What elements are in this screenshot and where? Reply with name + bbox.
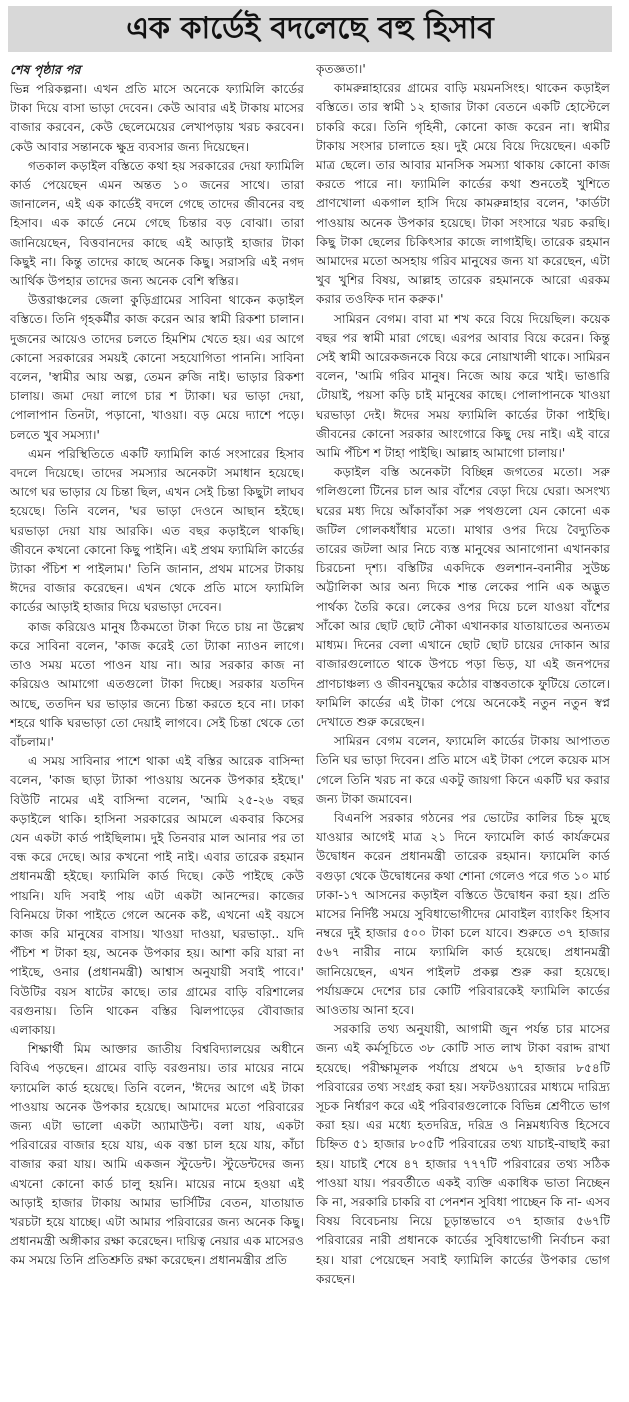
paragraph: গতকাল কড়াইল বস্তিতে কথা হয় সরকারের দেয়া ফ্যামিলি কার্ড পেয়েছেন এমন অন্তত ১০ জনের সাথে। তারা জানালেন, এই এক কার্ডেই বদলে গেছে তাদের জীবনের বহু হিসাব। এক কার্ডে নেমে গেছে চিন্তার বড় বোঝা। তারা জানিয়েছেন, বিত্তবানদের কাছে এই আড়াই হাজার টাকা কিছুই না। কিন্তু তাদের কাছে অনেক কিছু। সরাসরি এই নগদ আর্থিক উপহার তাদের জন্য অনেক বেশি স্বস্তির। — [10, 158, 304, 289]
paragraph: সামিরন বেগম বলেন, ফ্যামেলি কার্ডের টাকায় আপাতত তিনি ঘর ভাড়া দিবেন। প্রতি মাসে এই টাকা পেলে কয়েক মাস গেলে তিনি খরচ না করে একটু জায়গা কিনে একটি ঘর করার জন্য টাকা জমাবেন। — [316, 734, 610, 806]
paragraph: সরকারি তথ্য অনুযায়ী, আগামী জুন পর্যন্ত চার মাসের জন্য এই কর্মসূচিতে ৩৮ কোটি সাত লাখ টাকা বরাদ্দ রাখা হয়েছে। পরীক্ষামূলক পর্যায়ে প্রথমে ৬৭ হাজার ৮৫৪টি পরিবারের তথ্য সংগ্রহ করা হয়। সফটওয়্যারের মাধ্যমে দারিদ্র্য সূচক নির্ধারণ করে এই পরিবারগুলোকে বিভিন্ন শ্রেণীতে ভাগ করা হয়। এর মধ্যে হতদরিদ্র, দরিদ্র ও নিম্নমধ্যবিত্ত হিসেবে চিহ্নিত ৫১ হাজার ৮০৫টি পরিবারের তথ্য যাচাই-বাছাই করা হয়। যাচাই শেষে ৪৭ হাজার ৭৭৭টি পরিবারের তথ্য সঠিক পাওয়া যায়। পরবর্তীতে একই ব্যক্তি একাধিক ভাতা নিচ্ছেন কি না, সরকারি চাকরি বা পেনশন সুবিধা পাচ্ছেন কি না- এসব বিষয় বিবেচনায় নিয়ে চূড়ান্তভাবে ৩৭ হাজার ৫৬৭টি পরিবারের নারী প্রধানকে কার্ডের সুবিধাভোগী নির্বাচন করা হয়। যারা পেয়েছেন সবাই ফ্যামিলি কার্ডের উপকার ভোগ করছেন। — [316, 1022, 610, 1286]
continued-from-label: শেষ পৃষ্ঠার পর — [10, 62, 81, 77]
paragraph: এ সময় সাবিনার পাশে থাকা এই বস্তির আরেক বাসিন্দা বলেন, 'কাজ ছাড়া ট্যাকা পাওয়ায় অনেক উপকার হইছে।' বিউটি নামের এই বাসিন্দা বলেন, 'আমি ২৫-২৬ বছর কড়াইলে থাকি। হাসিনা সরকারের আমলে একবার কিসের যেন একটা কার্ড পাইছিলাম। দুই তিনবার মাল আনার পর তা বন্ধ করে দেছে। আর কখনো পাই নাই। এবার তারেক রহমান প্রধানমন্ত্রী হইছে। ফ্যামিলি কার্ড দিছে। কেউ পাইছে কেউ পায়নি। যদি সবাই পায় এটা একটা আনন্দের। কাজের বিনিময়ে টাকা পাইতে গেলে অনেক কষ্ট, এখনো এই বয়সে কাজ করি মানুষের বাসায়। খাওয়া দাওয়া, ঘরভাড়া.. যদি পঁচিশ শ টাকা হয়, অনেক উপকার হয়। আশা করি যারা না পাইছে, ওনার (প্রধানমন্ত্রী) আশ্বাস অনুযায়ী সবাই পাবে।' বিউটির বয়স ষাটের কাছে। তার গ্রামের বাড়ি বরিশালের বরগুনায়। তিনি থাকেন বস্তির ঝিলপাড়ের বৌবাজার এলাকায়। — [10, 754, 304, 1037]
paragraph: কাজ করিয়েও মানুষ ঠিকমতো টাকা দিতে চায় না উল্লেখ করে সাবিনা বলেন, 'কাজ করেই তো ট্যাকা ন্যাওন লাগে। তাও সময় মতো পাওন যায় না। আর সরকার কাজ না করিয়েও আমাগো এতগুলো টাকা দিচ্ছে। সরকার যতদিন আছে, ততদিন ঘর ভাড়ার জন্যে চিন্তা করতে হবে না। ঢাকা শহরে থাকি ঘরভাড়া তো দেয়াই লাগবে। সেই চিন্তা থেকে তো বাঁচলাম।' — [10, 619, 304, 749]
paragraph: কামরুন্নাহারের গ্রামের বাড়ি ময়মনসিংহ। থাকেন কড়াইল বস্তিতে। তার স্বামী ১২ হাজার টাকা বেতনে একটি হোস্টেলে চাকরি করে। তিনি গৃহিনী, কোনো কাজ করেন না। স্বামীর টাকায় সংসার চালাতে হয়। দুই মেয়ে বিয়ে দিয়েছেন। একটি মাত্র ছেলে। তার আবার মানসিক সমস্যা থাকায় কোনো কাজ করতে পারে না। ফ্যামিলি কার্ডের কথা শুনতেই খুশিতে প্রাণখোলা একগাল হাসি দিয়ে কামরুন্নাহার বলেন, 'কার্ডটা পাওয়ায় অনেক উপকার হয়েছে। টাকা সংসারে খরচ করছি। কিছু টাকা ছেলের চিকিৎসার কাজে লাগাইছি। তারেক রহমান আমাদের মতো অসহায় গরিব মানুষের জন্য যা করেছেন, এটা খুব খুশির বিষয়, আল্লাহ তারেক রহমানকে আরো এরকম করার তওফিক দান করুক।' — [316, 81, 610, 307]
article-column-right — [316, 60, 610, 1396]
paragraph: কৃতজ্ঞতা।' — [316, 62, 366, 76]
paragraph: ভিন্ন পরিকল্পনা। এখন প্রতি মাসে অনেকে ফ্যামিলি কার্ডের টাকা দিয়ে বাসা ভাড়া দেবেন। কেউ আবার এই টাকায় মাসের বাজার করবেন, কেউ ছেলেমেয়ের লেখাপড়ায় খরচ করবেন। কেউ আবার সন্তানকে ক্ষুদ্র ব্যবসার জন্য দিয়েছেন। — [10, 82, 304, 154]
article-column-left — [10, 60, 304, 1396]
paragraph: এমন পরিস্থিতিতে একটি ফ্যামিলি কার্ড সংসারের হিসাব বদলে দিয়েছে। তাদের সমস্যার অনেকটা সমাধান হয়েছে। আগে ঘর ভাড়ার যে চিন্তা ছিল, এখন সেই চিন্তা কিছুটা লাঘব হয়েছে। তিনি বলেন, 'ঘর ভাড়া দেওনে আছান হইছে। ঘরভাড়া দেয়া যায় আরকি। এত বছর কড়াইলে থাকছি। জীবনে কখনো কোনো কিছু পাইনি। এই প্রথম ফ্যামিলি কার্ডের ট্যাকা পঁচিশ শ পাইলাম।' তিনি জানান, প্রথম মাসের টাকায় ঈদের বাজার করেছেন। এখন থেকে প্রতি মাসে ফ্যামিলি কার্ডের আড়াই হাজার দিয়ে ঘরভাড়া দেবেন। — [10, 446, 304, 615]
paragraph: বিএনপি সরকার গঠনের পর ভোটের কালির চিহ্ন মুছে যাওয়ার আগেই মাত্র ২১ দিনে ফ্যামেলি কার্ড কার্যক্রমের উদ্বোধন করেন প্রধানমন্ত্রী তারেক রহমান। ফ্যামেলি কার্ড বগুড়া থেকে উদ্বোধনের কথা শোনা গেলেও পরে গত ১০ মার্চ ঢাকা-১৭ আসনের কড়াইল বস্তিতে উদ্বোধন করা হয়। প্রতি মাসের নির্দিষ্ট সময়ে সুবিধাভোগীদের মোবাইল ব্যাংকিং হিসাব নম্বরে দুই হাজার ৫০০ টাকা চলে যাবে। শুরুতে ৩৭ হাজার ৫৬৭ নারীর নামে ফ্যামিলি কার্ড হয়েছে। প্রধানমন্ত্রী জানিয়েছেন, এখন পাইলট প্রকল্প শুরু করা হয়েছে। পর্যায়ক্রমে দেশের চার কোটি পরিবারকেই ফ্যামিলি কার্ডের আওতায় আনা হবে। — [316, 810, 610, 1017]
paragraph: সামিরন বেগম। বাবা মা শখ করে বিয়ে দিয়েছিল। কয়েক বছর পর স্বামী মারা গেছে। এরপর আবার বিয়ে করেন। কিন্তু সেই স্বামী আরেকজনকে বিয়ে করে নোয়াখালী থাকে। সামিরন বলেন, 'আমি গরিব মানুষ। নিজে আয় করে খাই। ভাঙারি টোয়াই, পয়সা কড়ি চাই মানুষের কাছে। পোলাপানকে খাওয়া ঘরভাড়া দেই। ঈদের সময় ফ্যামিলি কার্ডের টাকা পাইছি। জীবনের কোনো সরকার আংগোরে কিছু দেয় নাই। এই বারে আমি পঁচিশ শ টাহা পাইছি। আল্লাহ আমাগো চালায়।' — [316, 311, 610, 461]
paragraph: উত্তরাঞ্চলের জেলা কুড়িগ্রামের সাবিনা থাকেন কড়াইল বস্তিতে। তিনি গৃহকর্মীর কাজ করেন আর স্বামী রিকশা চালান। দুজনের আয়েও তাদের চলতে হিমশিম খেতে হয়। এর আগে কোনো সরকারের সময়ই কোনো সহযোগিতা পাননি। সাবিনা বলেন, 'স্বামীর আয় অল্প, তেমন রুজি নাই। ভাড়ার রিকশা চালায়। জমা দেয়া লাগে চার শ ট্যাকা। ঘর ভাড়া দেয়া, পোলাপান তিনটা, পড়ানো, খাওয়া। বড় মেয়ে দ্যাশে পড়ে। চলতে খুব সমস্যা।' — [10, 293, 304, 442]
headline: এক কার্ডেই বদলেছে বহু হিসাব — [8, 6, 612, 52]
paragraph: শিক্ষার্থী মিম আক্তার জাতীয় বিশ্ববিদ্যালয়ের অধীনে বিবিএ পড়ছেন। গ্রামের বাড়ি বরগুনায়। তার মায়ের নামে ফ্যামেলি কার্ড হয়েছে। তিনি বলেন, 'ঈদের আগে এই টাকা পাওয়ায় অনেক উপকার হয়েছে। আমাদের মতো পরিবারের জন্য এটা ভালো একটা অ্যামাউন্ট। বলা যায়, একটা পরিবারের বাজার হয়ে যায়, এক বস্তা চাল হয়ে যায়, কাঁচা বাজার করা যায়। আমি একজন স্টুডেন্ট। স্টুডেন্টদের জন্য এখনো কোনো কার্ড চালু হয়নি। মায়ের নামে হওয়া এই আড়াই হাজার টাকায় আমার ভার্সিটির বেতন, যাতায়াত খরচটা হয়ে যাচ্ছে। এটা আমার পরিবারের জন্য অনেক কিছু। প্রধানমন্ত্রী অঙ্গীকার রক্ষা করেছেন। দায়িত্ব নেয়ার এক মাসেরও কম সময়ে তিনি প্রতিশ্রুতি রক্ষা করেছেন। প্রধানমন্ত্রীর প্রতি — [10, 1042, 304, 1268]
paragraph: কড়াইল বস্তি অনেকটা বিচ্ছিন্ন জগতের মতো। সরু গলিগুলো টিনের চাল আর বাঁশের বেড়া দিয়ে ঘেরা। অসংখ্য ঘরের মধ্য দিয়ে আঁকাবাঁকা সরু পথগুলো যেন কোনো এক জটিল গোলকধাঁধার মতো। মাথার ওপর দিয়ে বৈদ্যুতিক তারের জটলা আর নিচে ব্যস্ত মানুষের আনাগোনা এখানকার চিরচেনা দৃশ্য। বস্তিটির একদিকে গুলশান-বনানীর সুউচ্চ অট্টালিকা আর অন্য দিকে শান্ত লেকের পানি এক অদ্ভুত পার্থক্য তৈরি করে। লেকের ওপর দিয়ে চলে যাওয়া বাঁশের সাঁকো আর ছোট ছোট নৌকা এখানকার যাতায়াতের অন্যতম মাধ্যম। দিনের বেলা এখানে ছোট ছোট চায়ের দোকান আর বাজারগুলোতে থাকে উপচে পড়া ভিড়, যা এই জনপদের প্রাণচাঞ্চল্য ও জীবনযুদ্ধের কঠোর বাস্তবতাকে ফুটিয়ে তোলে। ফামিলি কার্ডের এই টাকা পেয়ে অনেকেই নতুন নতুন স্বপ্ন দেখাতে শুরু করেছেন। — [316, 465, 610, 729]
